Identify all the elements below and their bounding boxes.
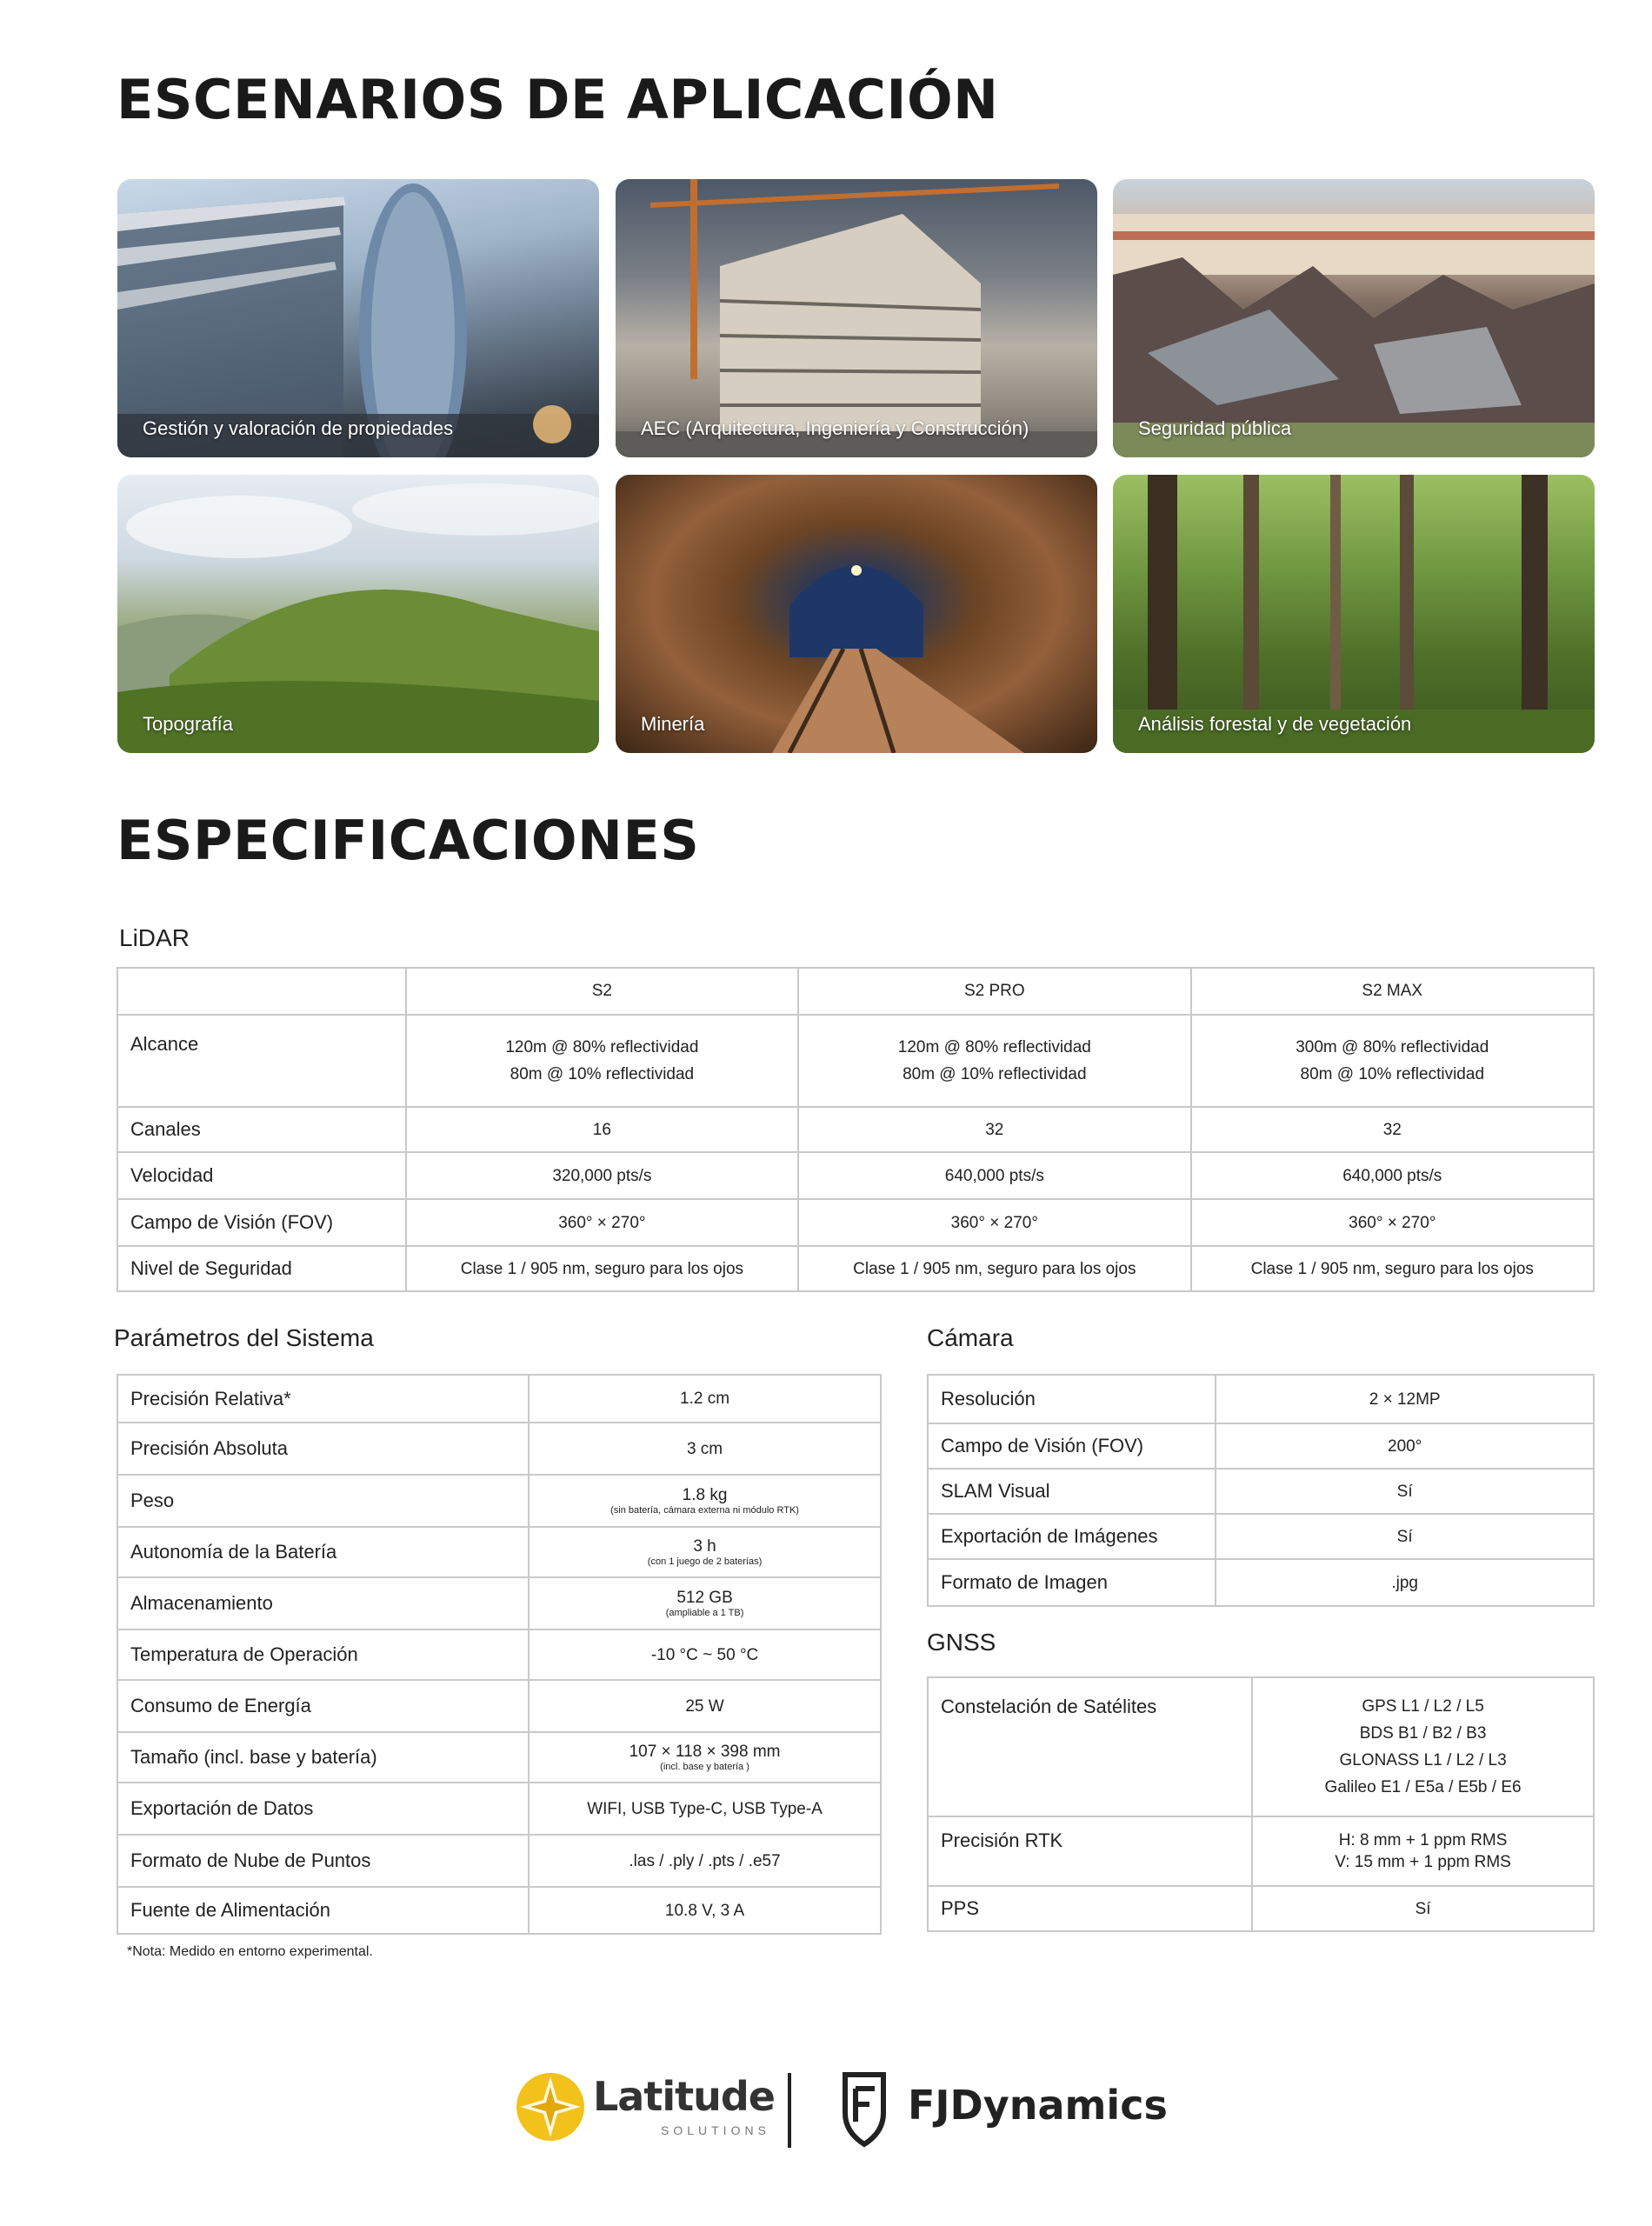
table-cell: Clase 1 / 905 nm, seguro para los ojos [1191,1246,1594,1291]
row-label: Constelación de Satélites [928,1677,1252,1816]
table-row [117,1375,881,1423]
row-label: Formato de Nube de Puntos [117,1835,529,1887]
table-cell [529,1732,881,1783]
row-label: Alcance [117,1015,406,1107]
footer-logos [0,2061,1652,2165]
row-label: Velocidad [117,1152,406,1199]
row-label: Precisión Absoluta [117,1423,529,1475]
table-row [928,1816,1594,1886]
table-row [117,1527,881,1577]
table-row [117,1107,1594,1152]
forest-trees-photo [1113,475,1595,753]
row-label: Exportación de Imágenes [928,1514,1216,1559]
table-cell [798,1015,1190,1107]
table-row [117,1577,881,1630]
row-label: Formato de Imagen [928,1559,1216,1606]
table-cell: 32 [798,1107,1190,1152]
table-row [117,1246,1594,1291]
camera-table [927,1374,1595,1607]
table-row [117,1199,1594,1246]
table-cell: 3 cm [529,1423,881,1475]
table-cell: Clase 1 / 905 nm, seguro para los ojos [798,1246,1190,1291]
table-row [928,1423,1594,1469]
modern-office-building-photo [117,179,599,457]
latitude-brand-sub: SOLUTIONS [661,2123,770,2137]
table-cell [529,1475,881,1527]
table-cell: 640,000 pts/s [798,1152,1190,1199]
cell-note: (con 1 juego de 2 baterías) [647,1556,763,1567]
cell-line: V: 15 mm + 1 ppm RMS [1335,1853,1511,1871]
table-row [117,1423,881,1475]
table-header-row [117,968,1594,1015]
header-cell-s2: S2 [406,968,798,1015]
cell-line: BDS B1 / B2 / B3 [1359,1724,1487,1743]
green-hill-landscape-photo [117,475,599,753]
table-cell [1191,1015,1594,1107]
cell-line: 80m @ 10% reflectividad [1300,1065,1485,1083]
table-cell: .las / .ply / .pts / .e57 [529,1835,881,1887]
table-cell: 320,000 pts/s [406,1152,798,1199]
collapsed-building-debris-photo [1113,179,1595,457]
row-label: Precisión RTK [928,1816,1252,1886]
table-row [117,1887,881,1934]
scenario-caption: Gestión y valoración de propiedades [143,417,454,439]
table-row [928,1514,1594,1559]
scenario-tile-public-safety [1113,179,1595,457]
row-label: Campo de Visión (FOV) [117,1199,406,1246]
specifications-heading: ESPECIFICACIONES [117,809,700,872]
cell-value: 512 GB [676,1588,733,1607]
header-cell-empty [117,968,406,1015]
scenario-caption: Topografía [143,713,233,735]
applications-heading: ESCENARIOS DE APLICACIÓN [117,68,999,131]
cell-line: Galileo E1 / E5a / E5b / E6 [1324,1778,1522,1796]
table-cell: 2 × 12MP [1216,1375,1594,1423]
camera-section-title: Cámara [927,1324,1014,1351]
scenario-caption: Minería [641,713,705,735]
row-label: Autonomía de la Batería [117,1527,529,1577]
table-cell: 10.8 V, 3 A [529,1887,881,1934]
cell-line: H: 8 mm + 1 ppm RMS [1338,1831,1508,1849]
table-row [117,1015,1594,1107]
cell-line: 80m @ 10% reflectividad [903,1065,1087,1083]
row-label: Temperatura de Operación [117,1630,529,1680]
scenario-tile-forestry [1113,475,1595,753]
row-label: Exportación de Datos [117,1783,529,1835]
table-row [117,1630,881,1680]
table-cell [529,1527,881,1577]
table-cell: .jpg [1216,1559,1594,1606]
table-cell: Sí [1252,1886,1594,1931]
table-cell [1252,1816,1594,1886]
scenario-tile-property [117,179,599,457]
table-row [928,1677,1594,1816]
table-cell: 16 [406,1107,798,1152]
fj-shield-logo [842,2069,887,2148]
row-label: Consumo de Energía [117,1680,529,1732]
scenario-caption: Seguridad pública [1138,417,1292,439]
cell-value: 1.8 kg [682,1485,728,1504]
footnote: *Nota: Medido en entorno experimental. [127,1944,373,1959]
row-label: Fuente de Alimentación [117,1887,529,1934]
table-cell [1252,1677,1594,1816]
cell-note: (incl. base y batería ) [660,1761,749,1772]
scenario-tile-mining [616,475,1097,753]
lidar-table [117,967,1595,1292]
scenario-tile-aec [616,179,1097,457]
table-row [928,1886,1594,1931]
latitude-star-logo [515,2071,586,2143]
header-cell-s2-max: S2 MAX [1191,968,1594,1015]
table-row [117,1680,881,1732]
cell-line: GPS L1 / L2 / L5 [1362,1697,1484,1716]
table-cell: 25 W [529,1680,881,1732]
cell-value: 107 × 118 × 398 mm [629,1742,781,1761]
table-cell: 360° × 270° [1191,1199,1594,1246]
table-cell: 32 [1191,1107,1594,1152]
scenario-caption: Análisis forestal y de vegetación [1138,713,1412,735]
table-row [117,1152,1594,1199]
table-cell: 640,000 pts/s [1191,1152,1594,1199]
row-label: Almacenamiento [117,1577,529,1630]
cell-line: 120m @ 80% reflectividad [897,1038,1091,1056]
cell-line: 80m @ 10% reflectividad [510,1065,695,1083]
table-cell: 360° × 270° [406,1199,798,1246]
table-row [117,1475,881,1527]
table-cell: 360° × 270° [798,1199,1190,1246]
table-row [928,1469,1594,1514]
row-label: Campo de Visión (FOV) [928,1423,1216,1469]
table-row [117,1783,881,1835]
header-cell-s2-pro: S2 PRO [798,968,1190,1015]
table-row [928,1559,1594,1606]
system-section-title: Parámetros del Sistema [114,1324,374,1351]
lidar-section-title: LiDAR [119,924,190,951]
cell-line: 300m @ 80% reflectividad [1296,1038,1489,1056]
mine-tunnel-rails-photo [616,475,1097,753]
gnss-table [927,1676,1595,1932]
table-cell [406,1015,798,1107]
table-cell [529,1577,881,1630]
cell-note: (sin batería, cámara externa ni módulo RTK) [610,1504,799,1516]
table-cell: 200° [1216,1423,1594,1469]
cell-line: 120m @ 80% reflectividad [505,1038,699,1056]
table-cell: Clase 1 / 905 nm, seguro para los ojos [406,1246,798,1291]
building-under-construction-photo [616,179,1097,457]
row-label: Peso [117,1475,529,1527]
latitude-brand-name: Latitude [593,2073,775,2120]
cell-note: (ampliable a 1 TB) [665,1607,744,1618]
table-cell: -10 °C ~ 50 °C [529,1630,881,1680]
row-label: Precisión Relativa* [117,1375,529,1423]
scenario-tile-topography [117,475,599,753]
gnss-section-title: GNSS [927,1629,996,1656]
footer-divider [788,2073,791,2148]
row-label: Canales [117,1107,406,1152]
table-row [117,1835,881,1887]
row-label: Resolución [928,1375,1216,1423]
fjdynamics-brand-name: FJDynamics [908,2082,1168,2129]
table-cell: WIFI, USB Type-C, USB Type-A [529,1783,881,1835]
system-parameters-table [117,1374,882,1935]
table-row [117,1732,881,1783]
row-label: Nivel de Seguridad [117,1246,406,1291]
scenario-caption: AEC (Arquitectura, Ingeniería y Construcción) [641,417,1029,439]
table-cell: 1.2 cm [529,1375,881,1423]
row-label: SLAM Visual [928,1469,1216,1514]
row-label: Tamaño (incl. base y batería) [117,1732,529,1783]
table-cell: Sí [1216,1469,1594,1514]
cell-value: 3 h [693,1536,716,1556]
table-row [928,1375,1594,1423]
row-label: PPS [928,1886,1252,1931]
cell-line: GLONASS L1 / L2 / L3 [1339,1751,1507,1769]
table-cell: Sí [1216,1514,1594,1559]
